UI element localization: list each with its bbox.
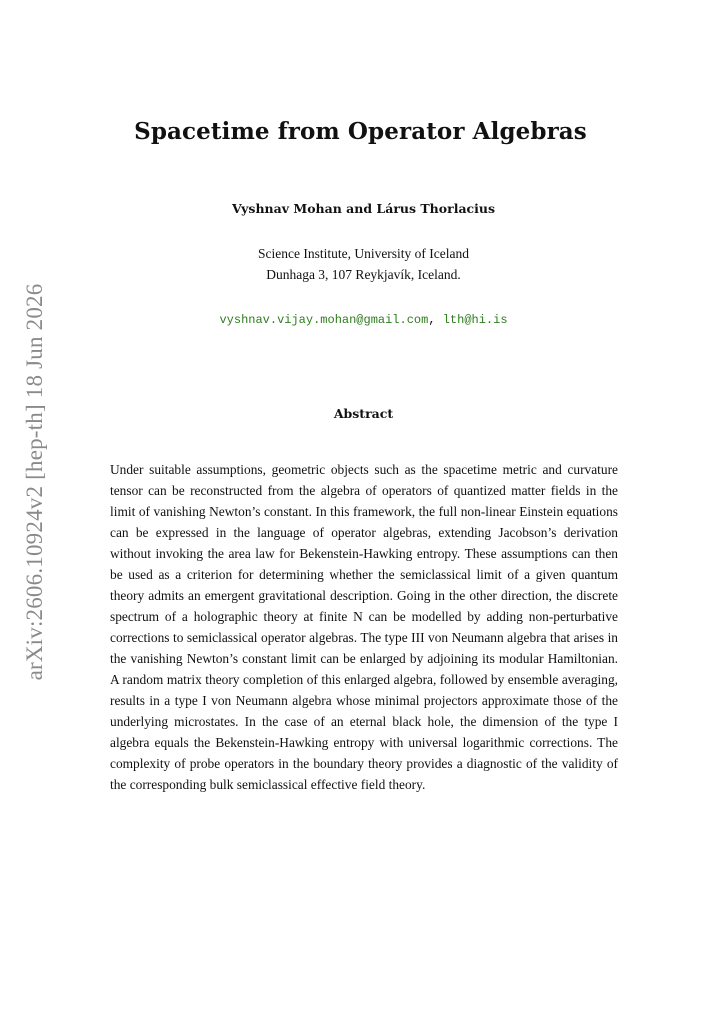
affiliation-line-1: Science Institute, University of Iceland xyxy=(257,246,470,261)
email-link-mohan[interactable]: vyshnav.vijay.mohan@gmail.com xyxy=(219,313,429,327)
email-link-thorlacius[interactable]: lth@hi.is xyxy=(442,313,508,327)
abstract-heading: Abstract xyxy=(333,406,394,421)
paper-title: Spacetime from Operator Algebras xyxy=(134,118,587,145)
contact-emails xyxy=(0,313,721,327)
arxiv-identifier-stamp: arXiv:2606.10924v2 [hep-th] 18 Jun 2026 xyxy=(22,283,47,681)
abstract-body: Under suitable assumptions, geometric objects such as the spacetime metric and curvature tensor can be reconstructed from the algebra of operators of quantized matter fields in the limit of vanishing Newton’s constant. In this framework, the full non-linear Einstein equations can be expressed in the language of operator algebras, extending Jacobson’s derivation without invoking the area law for Bekenstein-Hawking entropy. These assumptions can then be used as a criterion for determining whether the semiclassical limit of a given quantum theory admits an emergent gravitational description. Going in the other direction, the discrete spectrum of a holographic theory at finite N can be modelled by adding non-perturbative corrections to semiclassical operator algebras. The type III von Neumann algebra that arises in the vanishing Newton’s constant limit can be enlarged by adjoining its modular Hamiltonian. A random matrix theory completion of this enlarged algebra, followed by ensemble averaging, results in a type I von Neumann algebra whose minimal projectors approximate those of the underlying microstates. In the case of an eternal black hole, the dimension of the type I algebra equals the Bekenstein-Hawking entropy with universal logarithmic corrections. The complexity of probe operators in the boundary theory provides a diagnostic of the validity of the corresponding bulk semiclassical effective field theory. xyxy=(110,462,618,792)
email-separator: , xyxy=(428,313,443,327)
affiliation-line-2: Dunhaga 3, 107 Reykjavík, Iceland. xyxy=(266,267,461,282)
author-list: Vyshnav Mohan and Lárus Thorlacius xyxy=(231,201,496,216)
